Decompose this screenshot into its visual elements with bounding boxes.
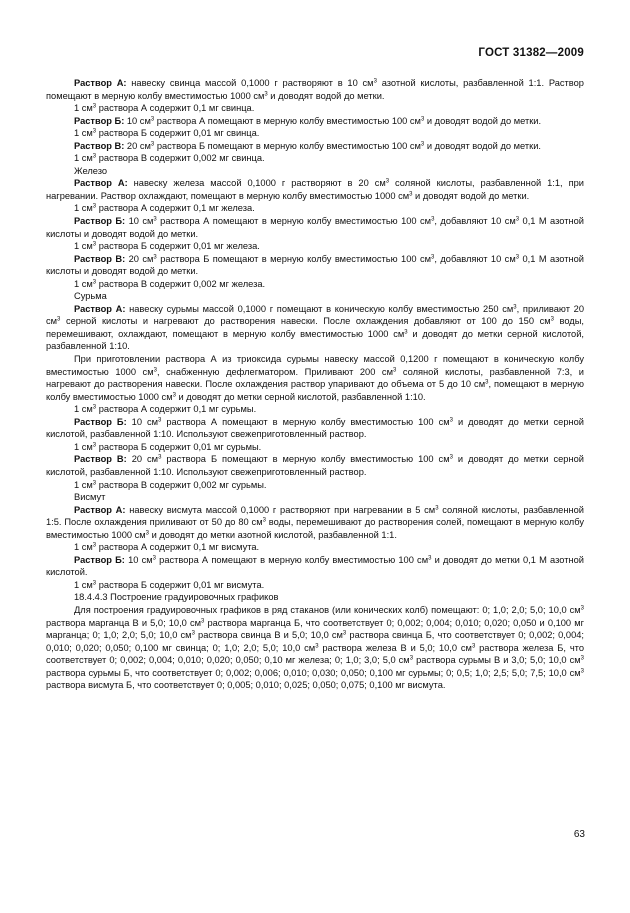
- paragraph: [46, 591, 584, 604]
- text-run: раствора А содержит 0,1 мг свинца.: [96, 103, 255, 114]
- paragraph: [46, 278, 584, 291]
- superscript: 3: [515, 216, 520, 223]
- bold-label: Раствор А:: [74, 178, 128, 189]
- text-run: раствора свинца В и 5,0; 10,0 см: [194, 630, 343, 641]
- superscript: 3: [404, 329, 408, 336]
- text-run: раствора марганца Б, что соответствует 0; 0,002; 0,004; 0,010; 0,020; 0,050 и 0,100 мг марганца; 0; 1,0; 2,0; 5,0; 10,0 см: [46, 617, 584, 641]
- text-run: 0,1 М азотной кислоты и доводят водой до метки.: [46, 216, 584, 239]
- text-run: 1 см: [74, 441, 93, 452]
- text-run: и доводят до метки 0,1 М азотной кислотой.: [46, 554, 584, 578]
- superscript: 3: [513, 304, 517, 311]
- superscript: 3: [580, 655, 584, 662]
- text-run: воды, перемешивают до растворения солей, помещают в мерную колбу вместимостью 1000 см: [46, 517, 585, 540]
- superscript: 3: [92, 241, 97, 248]
- text-run: навеску сурьмы массой 0,1000 г помещают в коническую колбу вместимостью 250 см: [125, 303, 514, 314]
- paragraph: [46, 115, 584, 128]
- superscript: 3: [153, 254, 157, 261]
- text-run: раствора А помещают в мерную колбу вместимостью 100 см: [154, 115, 421, 126]
- superscript: 3: [158, 454, 162, 461]
- text-run: и доводят водой до метки.: [267, 90, 385, 101]
- text-run: 1 см: [74, 203, 93, 214]
- text-run: навеску висмута массой 0,1000 г растворяют при нагревании в 5 см: [125, 504, 436, 515]
- superscript: 3: [342, 630, 347, 637]
- text-run: 10 см: [126, 416, 159, 427]
- text-run: , снабженную дефлегматором. Приливают 200 см: [156, 366, 393, 377]
- text-run: и доводят водой до метки.: [412, 190, 530, 201]
- bold-label: Раствор Б:: [74, 115, 125, 126]
- superscript: 3: [550, 316, 554, 323]
- text-run: Сурьма: [74, 291, 107, 302]
- text-run: навеску свинца массой 0,1000 г растворяют в 10 см: [126, 78, 374, 88]
- text-run: раствора Б содержит 0,01 мг висмута.: [96, 579, 265, 590]
- text-run: и доводят до метки серной кислотой, разбавленной 1:10.: [46, 328, 584, 352]
- paragraph: [46, 240, 584, 253]
- superscript: 3: [158, 417, 162, 424]
- superscript: 3: [92, 480, 97, 486]
- text-run: , добавляют 10 см: [434, 253, 516, 264]
- text-run: и доводят до метки серной кислотой, разбавленной 1:10. Используют свежеприготовленный раствор.: [46, 416, 584, 440]
- text-run: азотной кислоты, разбавленной 1:1. Раствор помещают в мерную колбу вместимостью 1000 см: [46, 78, 584, 101]
- superscript: 3: [420, 116, 425, 123]
- superscript: 3: [515, 254, 520, 261]
- paragraph: [46, 177, 584, 202]
- paragraph: [46, 127, 584, 140]
- text-run: 18.4.4.3 Построение градуировочных графиков: [74, 592, 279, 603]
- text-run: 0,1 М азотной кислоты и доводят водой до метки.: [46, 253, 584, 277]
- document-header: ГОСТ 31382—2009: [478, 47, 584, 59]
- superscript: 3: [153, 216, 157, 223]
- paragraph: [46, 541, 584, 554]
- text-run: раствора Б помещают в мерную колбу вместимостью 100 см: [161, 454, 450, 465]
- superscript: 3: [435, 505, 439, 512]
- superscript: 3: [392, 367, 397, 374]
- superscript: 3: [57, 316, 61, 323]
- text-run: соляной кислоты, разбавленной 1:1, при нагревании. Раствор охлаждают, помещают в мерную колбу вместимостью 1000 см: [46, 178, 584, 201]
- superscript: 3: [315, 643, 319, 650]
- text-run: , добавляют 10 см: [434, 216, 516, 227]
- paragraph: [46, 491, 584, 504]
- text-run: раствора марганца В и 5,0; 10,0 см: [46, 617, 202, 628]
- paragraph: [46, 554, 584, 579]
- paragraph: [46, 353, 584, 403]
- bold-label: Раствор Б:: [74, 416, 127, 427]
- text-run: раствора А помещают в мерную колбу вместимостью 100 см: [156, 216, 432, 227]
- paragraph: [46, 479, 584, 492]
- superscript: 3: [191, 630, 195, 637]
- text-run: раствора Б помещают в мерную колбу вместимостью 100 см: [156, 253, 432, 264]
- text-run: , приливают 20 см: [46, 303, 584, 327]
- superscript: 3: [431, 216, 435, 223]
- superscript: 3: [92, 580, 97, 587]
- text-run: раствора железа Б, что соответствует 0; 0,002; 0,004; 0,010; 0,020; 0,050; 0,10 мг железа; 0; 1,0; 3,0; 5,0 см: [46, 642, 584, 666]
- text-run: 1 см: [74, 579, 93, 590]
- text-run: 1 см: [74, 128, 93, 139]
- text-run: 20 см: [125, 253, 154, 264]
- superscript: 3: [385, 178, 390, 185]
- paragraph: [46, 453, 584, 478]
- superscript: 3: [409, 655, 414, 662]
- superscript: 3: [449, 417, 453, 424]
- superscript: 3: [92, 153, 97, 160]
- text-run: При приготовлении раствора А из триоксида сурьмы навеску массой 0,1200 г помещают в коническую колбу вместимостью 1000 см: [46, 354, 584, 377]
- superscript: 3: [92, 128, 97, 135]
- paragraph: [46, 604, 584, 692]
- text-run: раствора А содержит 0,1 мг железа.: [96, 203, 255, 214]
- text-run: раствора А помещают в мерную колбу вместимостью 100 см: [161, 416, 450, 427]
- text-run: 10 см: [125, 216, 154, 227]
- text-run: 20 см: [124, 140, 151, 151]
- superscript: 3: [92, 203, 97, 210]
- text-run: раствора А помещают в мерную колбу вместимостью 100 см: [155, 554, 429, 565]
- text-run: раствора железа В и 5,0; 10,0 см: [318, 642, 472, 653]
- paragraph: [46, 152, 584, 165]
- superscript: 3: [152, 555, 156, 562]
- superscript: 3: [485, 379, 489, 386]
- text-run: раствора В содержит 0,002 мг свинца.: [96, 153, 265, 164]
- paragraph: [46, 403, 584, 416]
- text-run: раствора Б содержит 0,01 мг железа.: [96, 241, 260, 252]
- text-run: воды, перемешивают, охлаждают, помещают в мерную колбу вместимостью 1000 см: [46, 316, 584, 339]
- text-run: раствора свинца Б, что соответствует 0; 0,002; 0,004; 0,010; 0,020; 0,050; 0,100 мг свинца; 0; 1,0; 2,0; 5,0; 10,0 см: [46, 630, 584, 653]
- bold-label: Раствор А:: [74, 78, 127, 88]
- paragraph: [46, 215, 584, 240]
- document-body: [46, 77, 584, 692]
- superscript: 3: [409, 191, 413, 198]
- text-run: 20 см: [126, 454, 159, 465]
- text-run: и доводят водой до метки.: [424, 115, 542, 126]
- text-run: соляной кислоты, разбавленной 7:3, и нагревают до растворения навески. После охлаждения раствор упаривают до объема от 5 до 10 см: [46, 366, 584, 390]
- superscript: 3: [264, 91, 268, 98]
- text-run: навеску железа массой 0,1000 г растворяют в 20 см: [127, 178, 386, 189]
- text-run: Железо: [74, 165, 108, 176]
- superscript: 3: [262, 517, 266, 524]
- paragraph: [46, 303, 584, 353]
- text-run: серной кислоты и нагревают до растворения навески. После охлаждения добавляют от 100 до 150 см: [60, 316, 551, 327]
- text-run: раствора В содержит 0,002 мг сурьмы.: [96, 479, 267, 490]
- text-run: 1 см: [74, 278, 93, 289]
- text-run: 1 см: [74, 542, 93, 553]
- paragraph: [46, 102, 584, 115]
- superscript: 3: [201, 618, 205, 625]
- text-run: раствора Б помещают в мерную колбу вместимостью 100 см: [154, 140, 421, 151]
- bold-label: Раствор Б:: [74, 554, 125, 565]
- bold-label: Раствор В:: [74, 140, 125, 151]
- text-run: Для построения градуировочных графиков в ряд стаканов (или конических колб) помещают: 0; 1,0; 2,0; 5,0; 10,0 см: [74, 604, 581, 615]
- text-run: и доводят до метки серной кислотой, разбавленной 1:10. Используют свежеприготовленный раствор.: [46, 454, 584, 477]
- superscript: 3: [145, 530, 150, 537]
- superscript: 3: [92, 442, 97, 449]
- text-run: и доводят водой до метки.: [424, 140, 541, 151]
- text-run: и доводят до метки азотной кислотой, разбавленной 1:1.: [149, 529, 397, 540]
- text-run: 1 см: [74, 153, 93, 164]
- text-run: раствора сурьмы В и 3,0; 5,0; 10,0 см: [413, 655, 581, 666]
- text-run: раствора А содержит 0,1 мг сурьмы.: [96, 404, 257, 415]
- paragraph: [46, 504, 584, 542]
- superscript: 3: [153, 367, 157, 374]
- text-run: Висмут: [74, 492, 106, 503]
- text-run: раствора висмута Б, что соответствует 0; 0,005; 0,010; 0,025; 0,050; 0,075; 0,100 мг висмута.: [46, 680, 446, 691]
- paragraph: [46, 441, 584, 454]
- text-run: соляной кислоты, разбавленной 1:5. После охлаждения приливают от 50 до 80 см: [46, 504, 584, 528]
- superscript: 3: [449, 454, 453, 461]
- text-run: 10 см: [124, 115, 151, 126]
- paragraph: [46, 202, 584, 215]
- paragraph: [46, 290, 584, 303]
- text-run: , помещают в мерную колбу вместимостью 1000 см: [46, 379, 585, 402]
- text-run: 1 см: [74, 241, 93, 252]
- text-run: 10 см: [124, 554, 153, 565]
- paragraph: [46, 140, 584, 153]
- superscript: 3: [420, 141, 425, 148]
- paragraph: [46, 165, 584, 178]
- paragraph: [46, 579, 584, 592]
- text-run: раствора Б содержит 0,01 мг сурьмы.: [96, 441, 262, 452]
- superscript: 3: [580, 605, 584, 612]
- superscript: 3: [580, 668, 584, 675]
- text-run: 1 см: [74, 404, 93, 415]
- superscript: 3: [428, 555, 432, 562]
- superscript: 3: [92, 279, 97, 286]
- text-run: и доводят до метки серной кислотой, разбавленной 1:10.: [175, 391, 426, 402]
- superscript: 3: [92, 103, 97, 110]
- text-run: раствора Б содержит 0,01 мг свинца.: [96, 128, 260, 139]
- text-run: раствора В содержит 0,002 мг железа.: [96, 278, 266, 289]
- superscript: 3: [172, 392, 176, 399]
- bold-label: Раствор А:: [74, 504, 126, 515]
- page-number: 63: [573, 829, 585, 840]
- superscript: 3: [373, 78, 377, 85]
- bold-label: Раствор А:: [74, 303, 126, 314]
- superscript: 3: [431, 254, 435, 261]
- superscript: 3: [92, 542, 97, 549]
- superscript: 3: [92, 404, 97, 411]
- paragraph: [46, 416, 584, 441]
- paragraph: [46, 77, 584, 102]
- bold-label: Раствор В:: [74, 253, 126, 264]
- paragraph: [46, 253, 584, 278]
- text-run: 1 см: [74, 479, 93, 490]
- superscript: 3: [471, 643, 476, 650]
- text-run: 1 см: [74, 103, 93, 114]
- text-run: раствора А содержит 0,1 мг висмута.: [96, 542, 260, 553]
- text-run: раствора сурьмы Б, что соответствует 0; 0,002; 0,006; 0,010; 0,030; 0,050; 0,100 мг сурьмы; 0; 0,5; 1,0; 2,5; 5,0; 7,5; 10,0 см: [46, 667, 581, 678]
- superscript: 3: [150, 141, 155, 148]
- bold-label: Раствор Б:: [74, 216, 126, 227]
- bold-label: Раствор В:: [74, 454, 127, 465]
- superscript: 3: [150, 116, 155, 123]
